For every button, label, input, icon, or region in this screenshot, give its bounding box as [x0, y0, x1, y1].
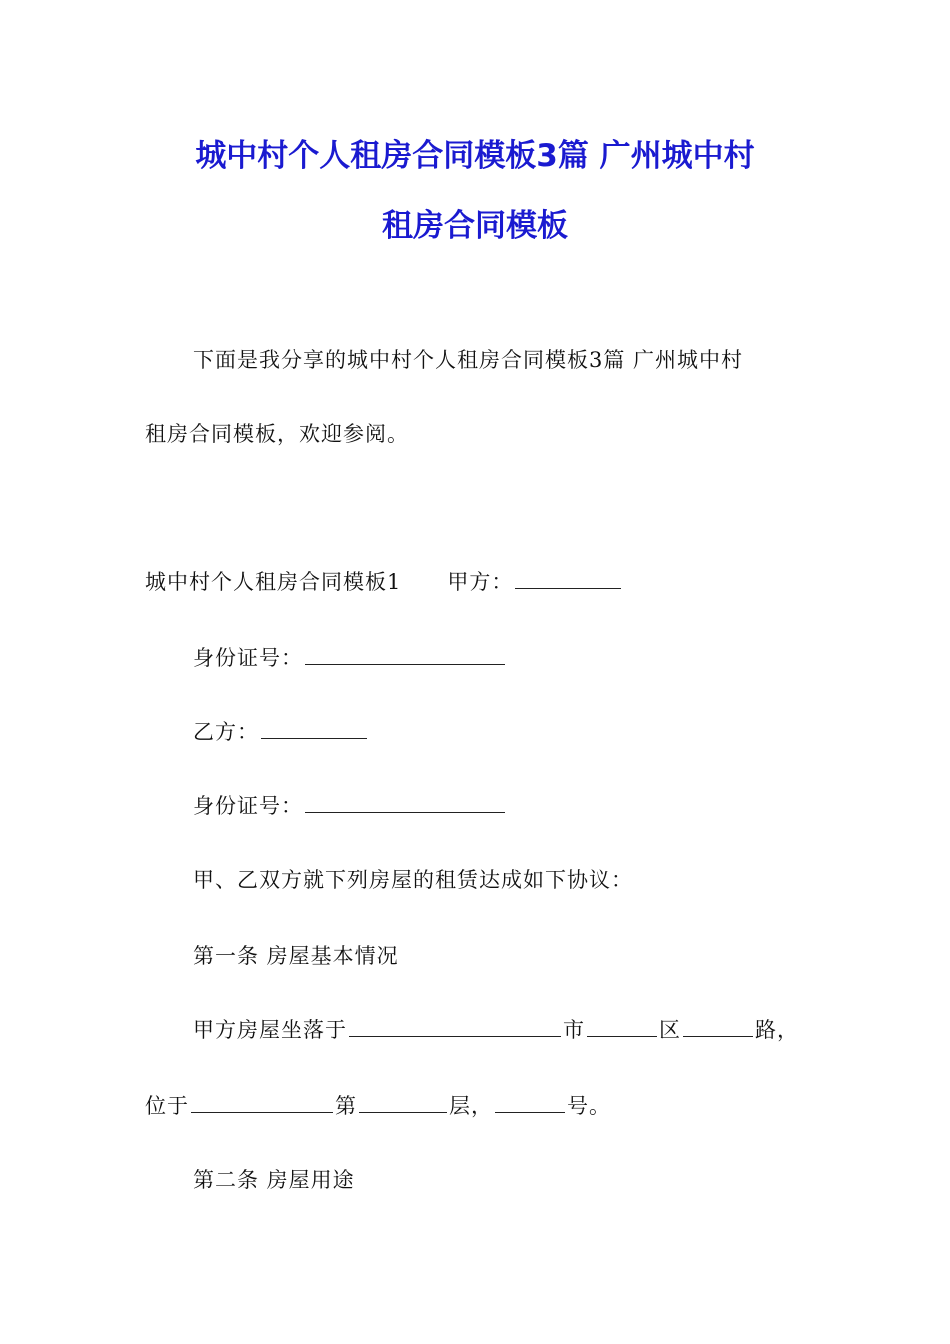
article-2-title: 第二条 房屋用途 — [193, 1168, 355, 1192]
building-blank[interactable] — [191, 1092, 333, 1113]
document-title-line-2: 租房合同模板 — [382, 208, 568, 244]
party-a-blank[interactable] — [515, 568, 621, 589]
unit-blank[interactable] — [495, 1092, 565, 1113]
document-title-line-1: 城中村个人租房合同模板3篇 广州城中村 — [195, 138, 755, 174]
intro-line-2: 租房合同模板，欢迎参阅。 — [145, 422, 409, 446]
floor-blank[interactable] — [359, 1092, 447, 1113]
article-1-title: 第一条 房屋基本情况 — [193, 944, 399, 968]
contract-heading: 城中村个人租房合同模板1 — [145, 570, 402, 594]
party-b-id-blank[interactable] — [305, 792, 505, 813]
district-blank[interactable] — [587, 1016, 657, 1037]
floor-row — [145, 1092, 611, 1120]
party-b-id-label: 身份证号： — [193, 794, 303, 818]
party-b-id-row — [193, 792, 507, 820]
floor-suffix: 层， — [449, 1094, 493, 1118]
party-a-label: 甲方： — [447, 570, 514, 594]
located-prefix: 位于 — [145, 1094, 189, 1118]
party-a-id-label: 身份证号： — [193, 646, 303, 670]
location-row — [193, 1016, 799, 1044]
party-b-label: 乙方： — [193, 720, 259, 744]
contract-heading-row — [145, 568, 623, 596]
party-a-id-blank[interactable] — [305, 644, 505, 665]
city-suffix: 市 — [563, 1018, 585, 1042]
city-blank[interactable] — [349, 1016, 561, 1037]
party-a-id-row — [193, 644, 507, 672]
district-suffix: 区 — [659, 1018, 681, 1042]
intro-line-1: 下面是我分享的城中村个人租房合同模板3篇 广州城中村 — [193, 348, 744, 372]
road-blank[interactable] — [683, 1016, 753, 1037]
location-prefix: 甲方房屋坐落于 — [193, 1018, 347, 1042]
number-suffix: 号。 — [567, 1094, 611, 1118]
road-suffix: 路， — [755, 1018, 799, 1042]
party-b-blank[interactable] — [261, 718, 367, 739]
floor-prefix: 第 — [335, 1094, 357, 1118]
party-b-row — [193, 718, 369, 746]
agreement-line: 甲、乙双方就下列房屋的租赁达成如下协议： — [193, 868, 633, 892]
